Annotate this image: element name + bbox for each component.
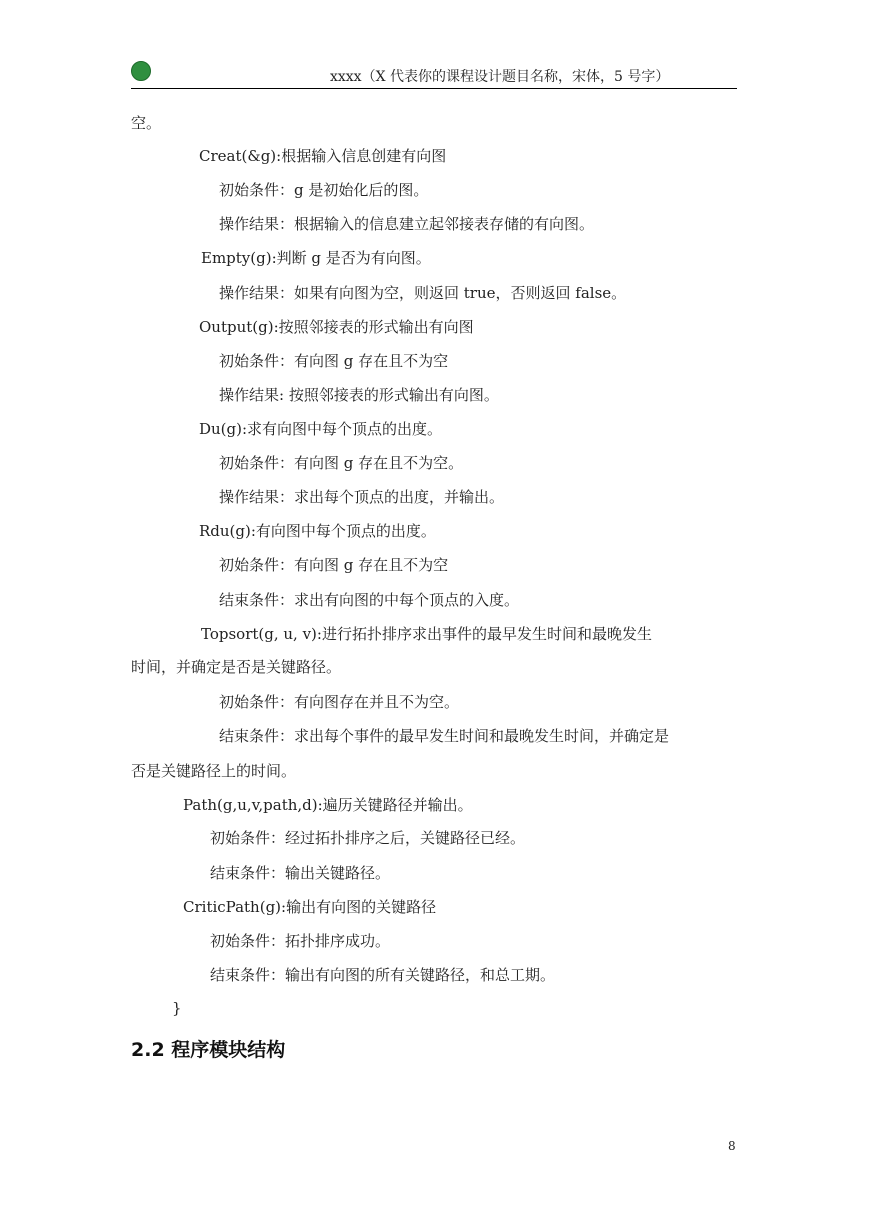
header-logo [131, 61, 151, 81]
header-rule [131, 88, 737, 89]
text-line: 时间，并确定是否是关键路径。 [131, 658, 342, 676]
text-line: 空。 [131, 114, 162, 132]
text-line: Creat(&g):根据输入信息创建有向图 [199, 147, 447, 165]
text-line: } [172, 999, 182, 1017]
text-line: 初始条件：经过拓扑排序之后，关键路径已经。 [210, 829, 526, 847]
text-line: Rdu(g):有向图中每个顶点的出度。 [199, 522, 436, 540]
text-line: 结束条件：输出有向图的所有关键路径，和总工期。 [210, 966, 556, 984]
text-line: 初始条件：有向图存在并且不为空。 [219, 693, 460, 711]
text-line: Empty(g):判断 g 是否为有向图。 [201, 249, 431, 267]
text-line: 操作结果：如果有向图为空，则返回 true，否则返回 false。 [219, 284, 627, 302]
page-number: 8 [728, 1139, 736, 1153]
text-line: 结束条件：求出每个事件的最早发生时间和最晚发生时间，并确定是 [219, 727, 670, 745]
text-line: Du(g):求有向图中每个顶点的出度。 [199, 420, 443, 438]
text-line: 初始条件：拓扑排序成功。 [210, 932, 391, 950]
header-title: xxxx（X 代表你的课程设计题目名称，宋体，5 号字） [330, 69, 670, 85]
section-heading: 2.2 程序模块结构 [131, 1039, 286, 1061]
text-line: 操作结果: 按照邻接表的形式输出有向图。 [219, 386, 499, 404]
text-line: 结束条件：求出有向图的中每个顶点的入度。 [219, 591, 520, 609]
text-line: CriticPath(g):输出有向图的关键路径 [183, 898, 437, 916]
text-line: 初始条件：有向图 g 存在且不为空 [219, 352, 449, 370]
text-line: Output(g):按照邻接表的形式输出有向图 [199, 318, 474, 336]
text-line: 操作结果：求出每个顶点的出度，并输出。 [219, 488, 505, 506]
text-line: Path(g,u,v,path,d):遍历关键路径并输出。 [183, 796, 473, 814]
text-line: 初始条件：有向图 g 存在且不为空 [219, 556, 449, 574]
text-line: Topsort(g, u, v):进行拓扑排序求出事件的最早发生时间和最晚发生 [201, 625, 652, 643]
text-line: 初始条件：g 是初始化后的图。 [219, 181, 429, 199]
text-line: 初始条件：有向图 g 存在且不为空。 [219, 454, 464, 472]
text-line: 结束条件：输出关键路径。 [210, 864, 391, 882]
text-line: 否是关键路径上的时间。 [131, 762, 297, 780]
text-line: 操作结果：根据输入的信息建立起邻接表存储的有向图。 [219, 215, 595, 233]
